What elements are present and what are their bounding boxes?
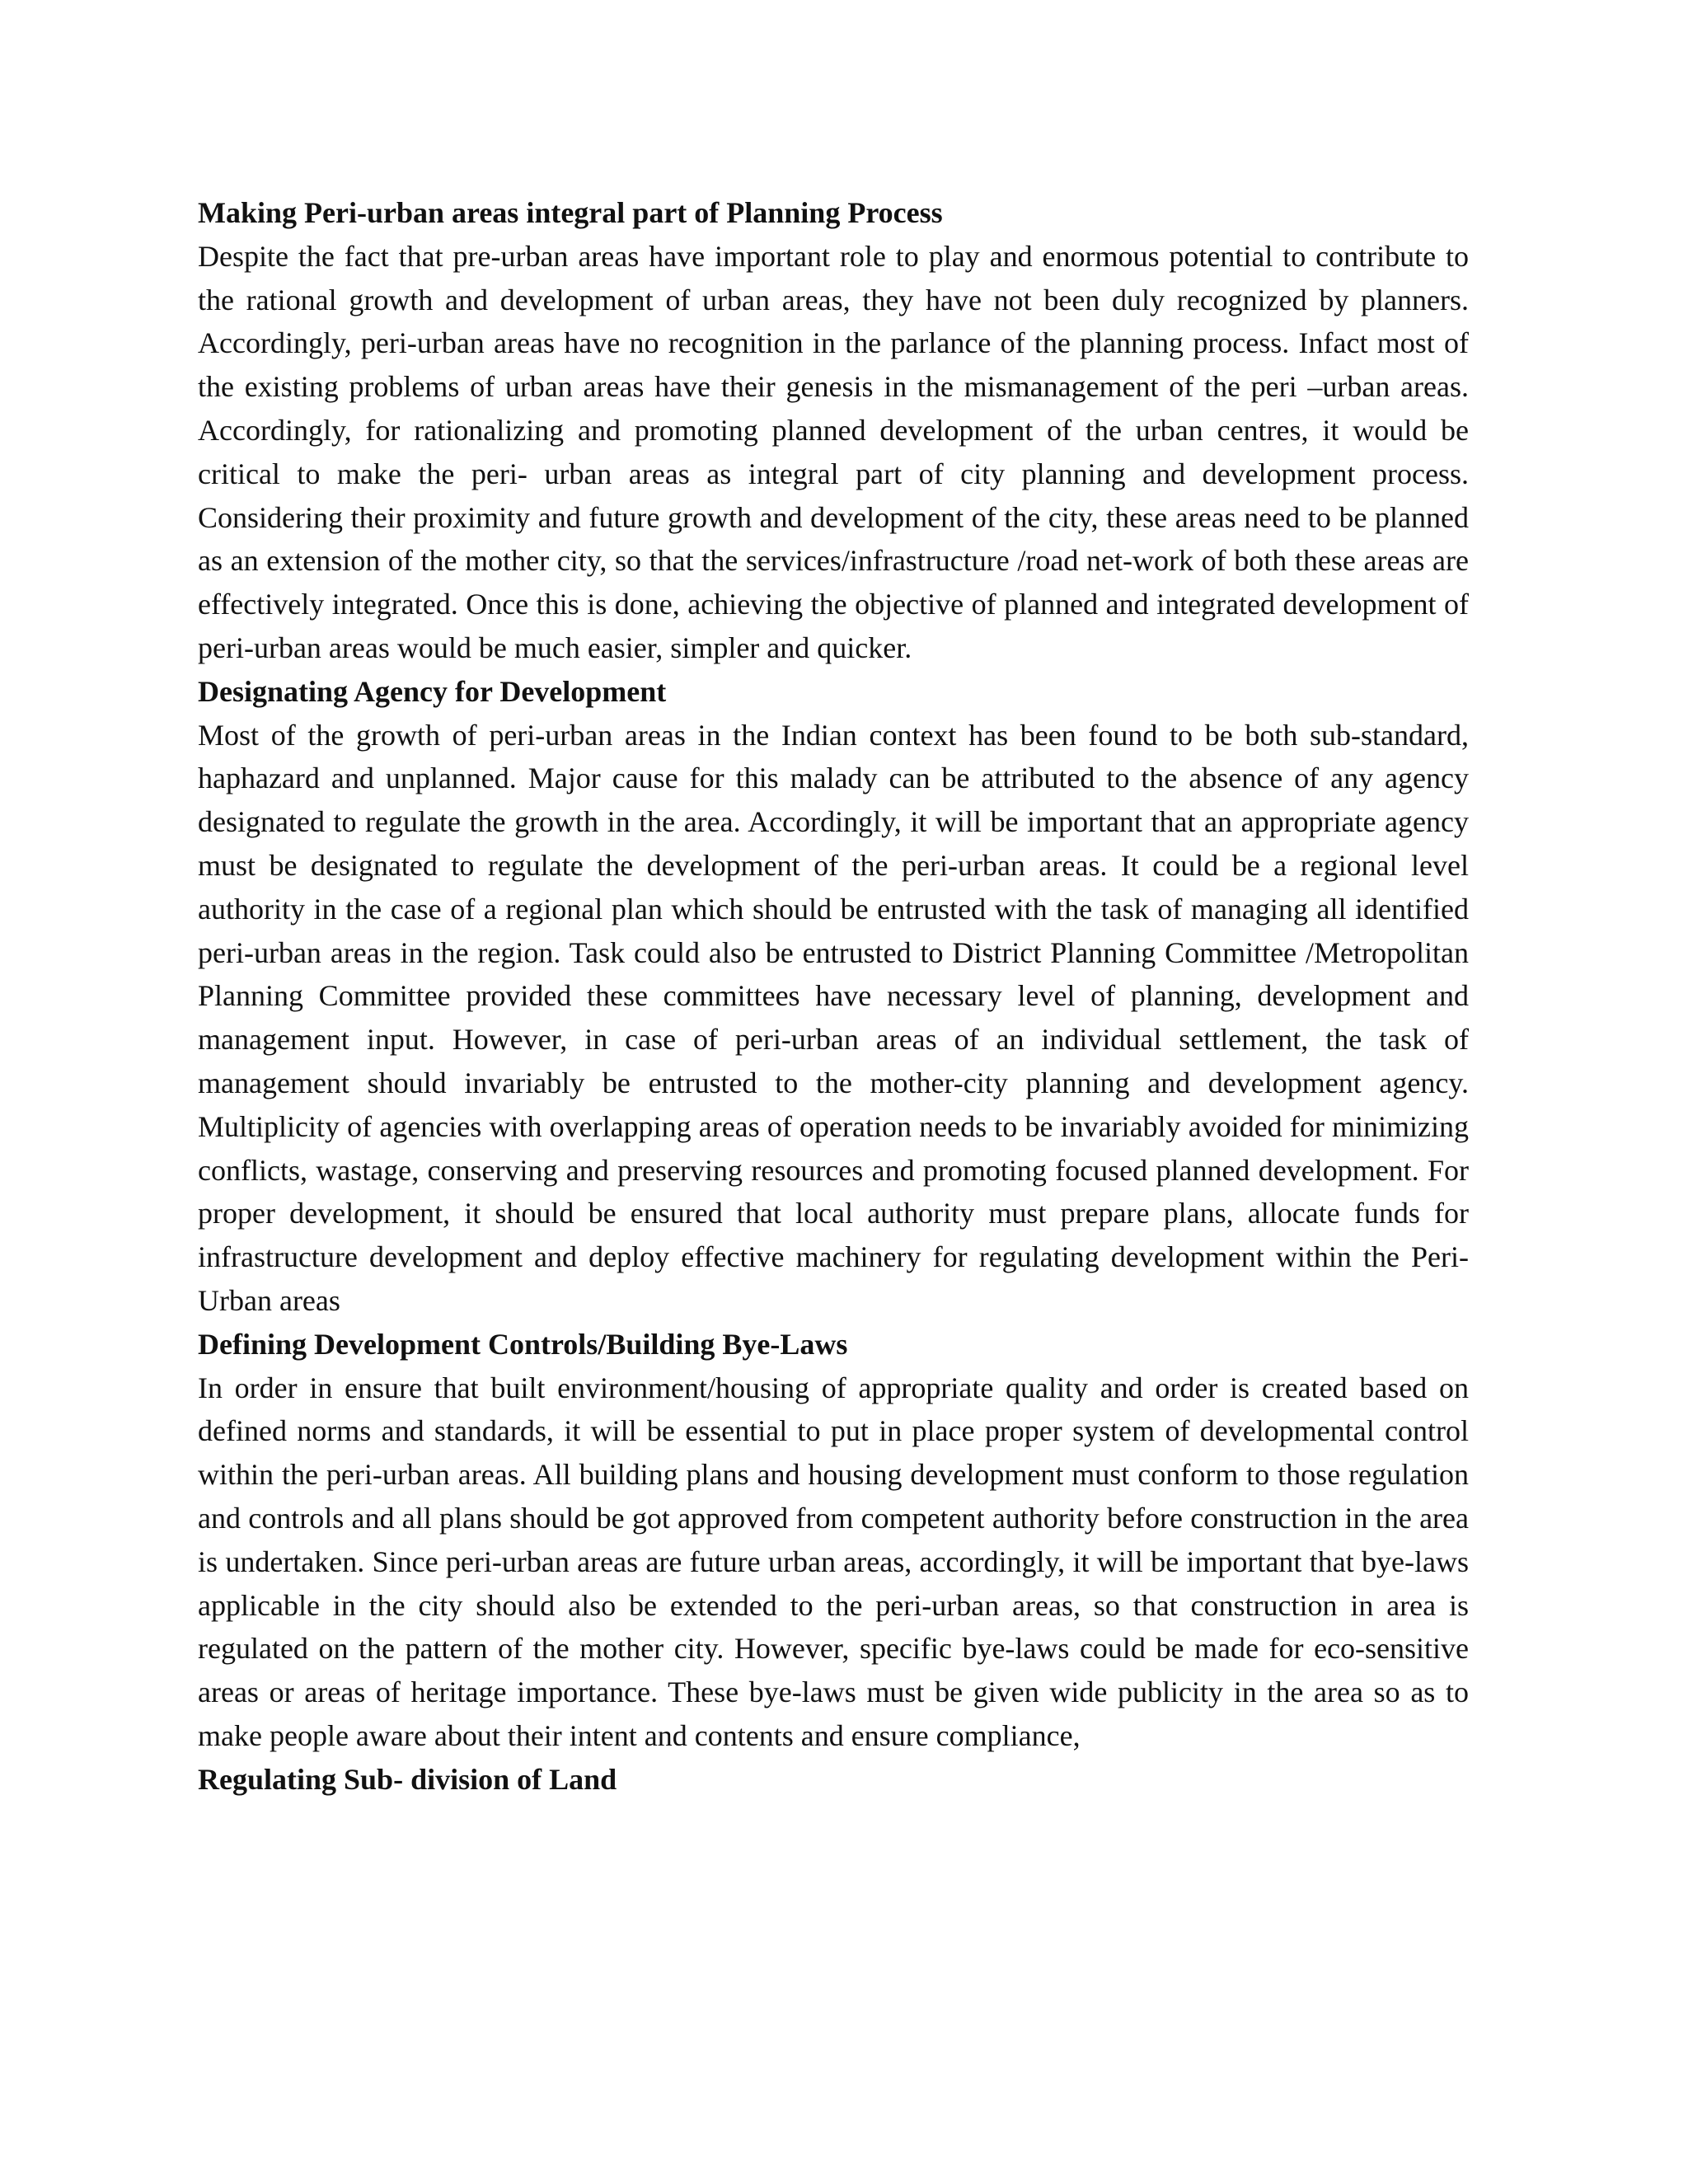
section-heading-peri-urban-planning: Making Peri-urban areas integral part of Planning Process — [198, 196, 943, 229]
section-body-peri-urban-planning: Despite the fact that pre-urban areas have important role to play and enormous potential to contribute to the rational growth and development of urban areas, they have not been duly recognized by planners. Accordingly, peri-urban areas have no recognition in the parlance of the planning process. Infact most of the existing problems of urban areas have their genesis in the mismanagement of the peri –urban areas. Accordingly, for rationalizing and promoting planned development of the urban centres, it would be critical to make the peri- urban areas as integral part of city planning and development process. Considering their proximity and future growth and development of the city, these areas need to be planned as an extension of the mother city, so that the services/infrastructure /road net-work of both these areas are effectively integrated. Once this is done, achieving the objective of planned and integrated development of peri-urban areas would be much easier, simpler and quicker. — [198, 239, 1469, 664]
section-body-development-controls: In order in ensure that built environment/housing of appropriate quality and order is created based on defined norms and standards, it will be essential to put in place proper system of developmental control within the peri-urban areas. All building plans and housing development must conform to those regulation and controls and all plans should be got approved from competent authority before construction in the area is undertaken. Since peri-urban areas are future urban areas, accordingly, it will be important that bye-laws applicable in the city should also be extended to the peri-urban areas, so that construction in area is regulated on the pattern of the mother city. However, specific bye-laws could be made for eco-sensitive areas or areas of heritage importance. These bye-laws must be given wide publicity in the area so as to make people aware about their intent and contents and ensure compliance, — [198, 1371, 1469, 1752]
section-heading-development-controls: Defining Development Controls/Building Bye-Laws — [198, 1327, 848, 1361]
document-page — [198, 191, 1469, 1801]
section-body-designating-agency: Most of the growth of peri-urban areas in the Indian context has been found to be both sub-standard, haphazard and unplanned. Major cause for this malady can be attributed to the absence of any agency designated to regulate the growth in the area. Accordingly, it will be important that an appropriate agency must be designated to regulate the development of the peri-urban areas. It could be a regional level authority in the case of a regional plan which should be entrusted with the task of managing all identified peri-urban areas in the region. Task could also be entrusted to District Planning Committee /Metropolitan Planning Committee provided these committees have necessary level of planning, development and management input. However, in case of peri-urban areas of an individual settlement, the task of management should invariably be entrusted to the mother-city planning and development agency. Multiplicity of agencies with overlapping areas of operation needs to be invariably avoided for minimizing conflicts, wastage, conserving and preserving resources and promoting focused planned development. For proper development, it should be ensured that local authority must prepare plans, allocate funds for infrastructure development and deploy effective machinery for regulating development within the Peri-Urban areas — [198, 718, 1469, 1317]
section-heading-designating-agency: Designating Agency for Development — [198, 674, 667, 708]
section-heading-land-subdivision: Regulating Sub- division of Land — [198, 1762, 617, 1796]
